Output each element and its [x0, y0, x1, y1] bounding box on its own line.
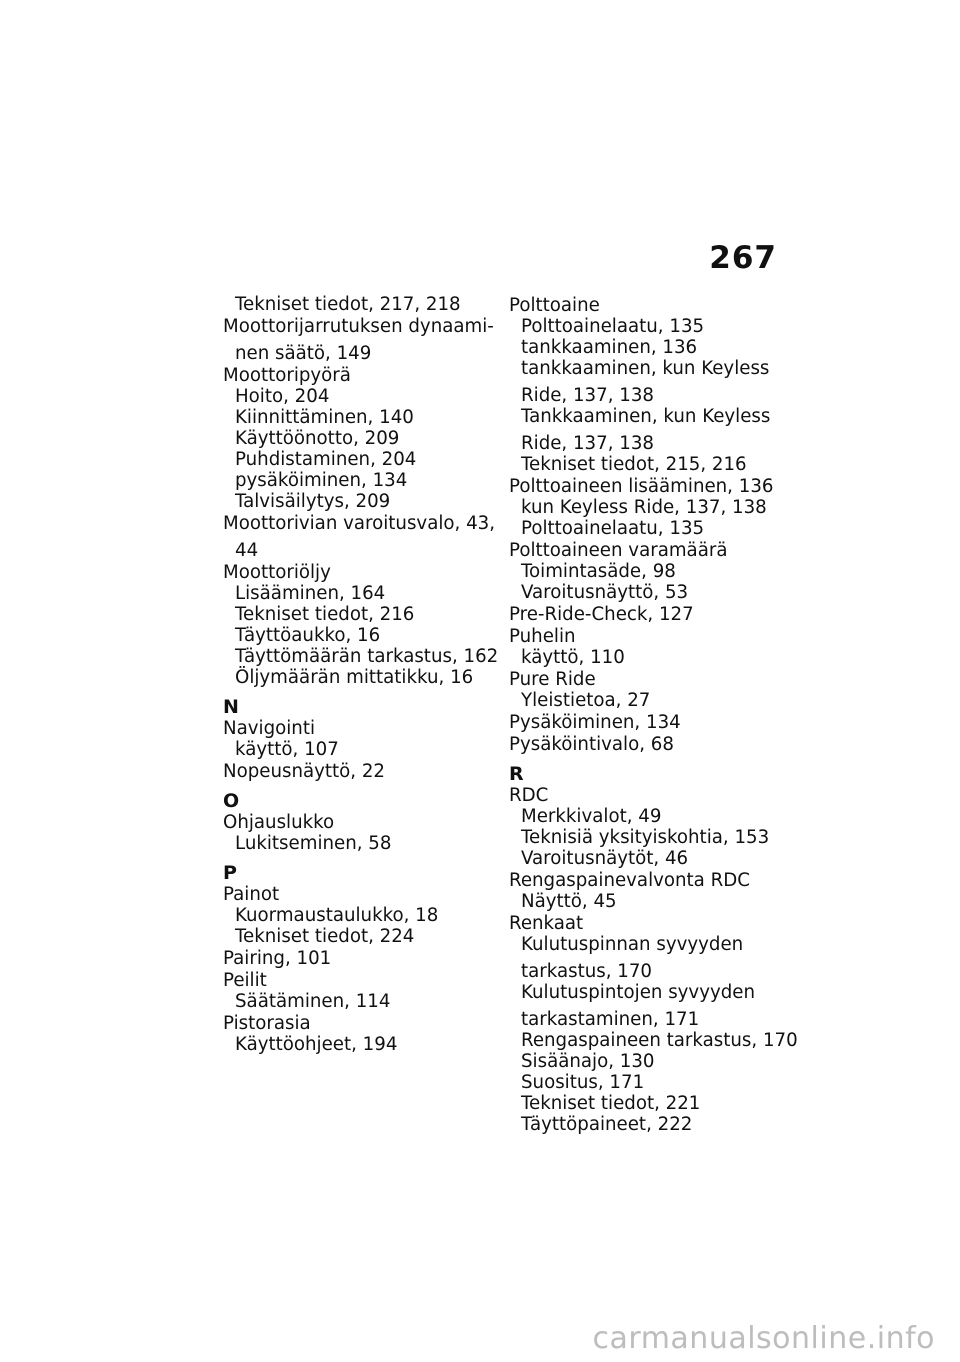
index-subentry: Varoitusnäyttö, 53 — [521, 582, 689, 603]
index-subentry: Näyttö, 45 — [521, 891, 617, 912]
index-subentry: Toimintasäde, 98 — [521, 561, 676, 582]
watermark: carmanualsonline.info — [592, 1321, 935, 1356]
index-letter-heading: N — [223, 696, 239, 718]
index-subentry: Puhdistaminen, 204 — [235, 449, 417, 470]
index-entry: Moottorivian varoitusvalo, 43, — [223, 513, 496, 534]
index-subentry: Merkkivalot, 49 — [521, 806, 662, 827]
index-subentry: kun Keyless Ride, 137, 138 — [521, 497, 767, 518]
index-entry: Navigointi — [223, 718, 316, 739]
index-subentry-continuation: 44 — [235, 540, 259, 561]
index-subentry: Yleistietoa, 27 — [521, 690, 651, 711]
index-entry: Puhelin — [509, 626, 576, 647]
index-subentry: Polttoainelaatu, 135 — [521, 518, 705, 539]
index-entry: Pysäköintivalo, 68 — [509, 734, 674, 755]
index-subentry: pysäköiminen, 134 — [235, 470, 408, 491]
index-column-right — [509, 294, 798, 1135]
index-entry: Pre-Ride-Check, 127 — [509, 604, 694, 625]
index-entry: Moottoriöljy — [223, 562, 331, 583]
index-subentry: Tekniset tiedot, 221 — [521, 1093, 701, 1114]
index-subentry: Täyttöaukko, 16 — [235, 625, 381, 646]
index-column-left — [223, 294, 498, 1055]
index-subentry: Täyttömäärän tarkastus, 162 — [235, 646, 499, 667]
index-subentry: Tekniset tiedot, 217, 218 — [235, 294, 461, 315]
index-subentry: Varoitusnäytöt, 46 — [521, 848, 689, 869]
index-subentry: Tankkaaminen, kun Keyless — [521, 406, 771, 427]
index-subentry: Sisäänajo, 130 — [521, 1051, 655, 1072]
index-entry: Painot — [223, 884, 280, 905]
index-subentry: tankkaaminen, kun Keyless — [521, 358, 770, 379]
index-subentry: Tekniset tiedot, 216 — [235, 604, 415, 625]
index-entry: Pistorasia — [223, 1013, 311, 1034]
index-subentry: Kulutuspintojen syvyyden — [521, 982, 755, 1003]
index-subentry: Tekniset tiedot, 224 — [235, 926, 415, 947]
index-subentry: Käyttöönotto, 209 — [235, 428, 400, 449]
index-letter-heading: P — [223, 862, 237, 884]
index-subentry: Kulutuspinnan syvyyden — [521, 934, 744, 955]
index-entry: Rengaspainevalvonta RDC — [509, 870, 750, 891]
index-subentry: Kiinnittäminen, 140 — [235, 407, 414, 428]
index-subentry: Lukitseminen, 58 — [235, 833, 392, 854]
index-subentry: Säätäminen, 114 — [235, 991, 391, 1012]
index-subentry: Tekniset tiedot, 215, 216 — [521, 454, 747, 475]
index-entry: Moottorijarrutuksen dynaami- — [223, 316, 494, 337]
index-entry: Ohjauslukko — [223, 812, 335, 833]
index-entry: Polttoaineen lisääminen, 136 — [509, 476, 774, 497]
index-subentry-continuation: Ride, 137, 138 — [521, 385, 654, 406]
index-entry: Pure Ride — [509, 669, 596, 690]
index-subentry: Rengaspaineen tarkastus, 170 — [521, 1030, 798, 1051]
index-letter-heading: R — [509, 763, 524, 785]
index-entry: Peilit — [223, 970, 267, 991]
index-subentry-continuation: nen säätö, 149 — [235, 343, 372, 364]
index-entry: Renkaat — [509, 913, 584, 934]
index-subentry: Kuormaustaulukko, 18 — [235, 905, 439, 926]
index-entry: Polttoaine — [509, 295, 600, 316]
index-subentry: Hoito, 204 — [235, 386, 330, 407]
index-subentry-continuation: tarkastus, 170 — [521, 961, 652, 982]
index-subentry-continuation: Ride, 137, 138 — [521, 433, 654, 454]
index-entry: Pairing, 101 — [223, 948, 332, 969]
index-subentry: Täyttöpaineet, 222 — [521, 1114, 693, 1135]
index-subentry: Öljymäärän mittatikku, 16 — [235, 667, 474, 688]
index-subentry: Teknisiä yksityiskohtia, 153 — [521, 827, 770, 848]
index-subentry: Lisääminen, 164 — [235, 583, 386, 604]
index-subentry: käyttö, 110 — [521, 647, 625, 668]
index-entry: RDC — [509, 785, 549, 806]
index-entry: Moottoripyörä — [223, 365, 351, 386]
page-number: 267 — [709, 240, 777, 276]
index-subentry: Talvisäilytys, 209 — [235, 491, 391, 512]
index-letter-heading: O — [223, 790, 240, 812]
index-entry: Polttoaineen varamäärä — [509, 540, 728, 561]
index-subentry-continuation: tarkastaminen, 171 — [521, 1009, 700, 1030]
index-subentry: käyttö, 107 — [235, 739, 339, 760]
index-entry: Nopeusnäyttö, 22 — [223, 761, 386, 782]
index-subentry: Käyttöohjeet, 194 — [235, 1034, 398, 1055]
index-subentry: Suositus, 171 — [521, 1072, 645, 1093]
index-subentry: Polttoainelaatu, 135 — [521, 316, 705, 337]
index-subentry: tankkaaminen, 136 — [521, 337, 698, 358]
index-entry: Pysäköiminen, 134 — [509, 712, 681, 733]
